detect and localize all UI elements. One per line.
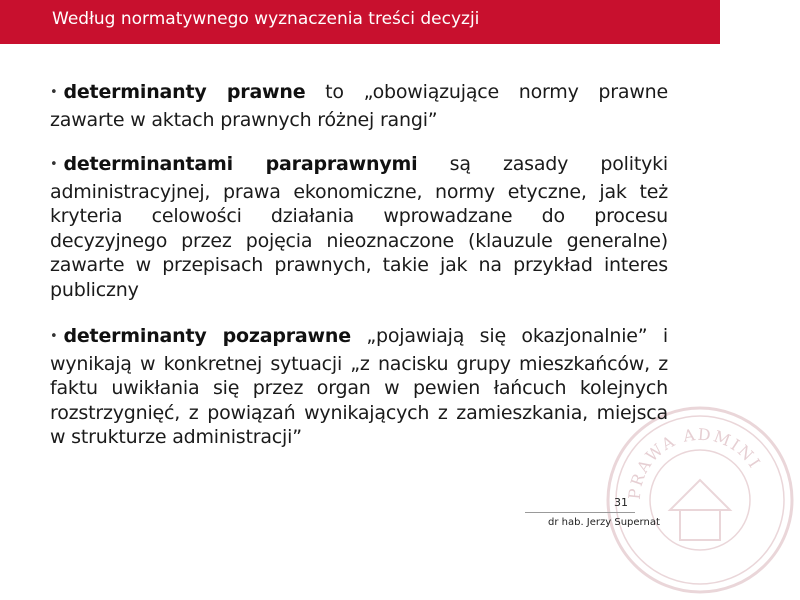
bullet-icon: • — [50, 85, 58, 100]
seal-text: PRAWA ADMINI — [624, 424, 765, 501]
item-text: to „obowiązujące normy prawne zawarte w aktach prawnych różnej rangi” — [50, 81, 668, 131]
term-bold: determinantami paraprawnymi — [63, 153, 418, 175]
item-text: są zasady polityki administracyjnej, prawa ekonomiczne, normy etyczne, jak też kryteria celowości działania wprowadzane do procesu decyzyjnego przez pojęcia nieoznaczone (klauzule generalne) zawarte w przepisach prawnych, takie jak na przykład interes publiczny — [50, 153, 668, 301]
title-bar — [0, 0, 720, 44]
slide-title: Według normatywnego wyznaczenia treści decyzji — [52, 9, 480, 29]
slide-content — [50, 80, 668, 470]
bullet-icon: • — [50, 157, 58, 172]
author-name: dr hab. Jerzy Supernat — [548, 517, 660, 528]
list-item — [50, 80, 668, 132]
page-number: 31 — [614, 496, 628, 509]
bullet-icon: • — [50, 329, 58, 344]
term-bold: determinanty pozaprawne — [63, 325, 351, 347]
list-item — [50, 152, 668, 302]
item-text: „pojawiają się okazjonalnie” i wynikają w konkretnej sytuacji „z nacisku grupy mieszkańców, z faktu uwikłania się przez organ w pewien łańcuch kolejnych rozstrzygnięć, z powiązań wynikających z zamieszkania, miejsca w strukturze administracji” — [50, 325, 668, 448]
term-bold: determinanty prawne — [63, 81, 306, 103]
footer-divider — [525, 512, 635, 513]
list-item — [50, 324, 668, 450]
